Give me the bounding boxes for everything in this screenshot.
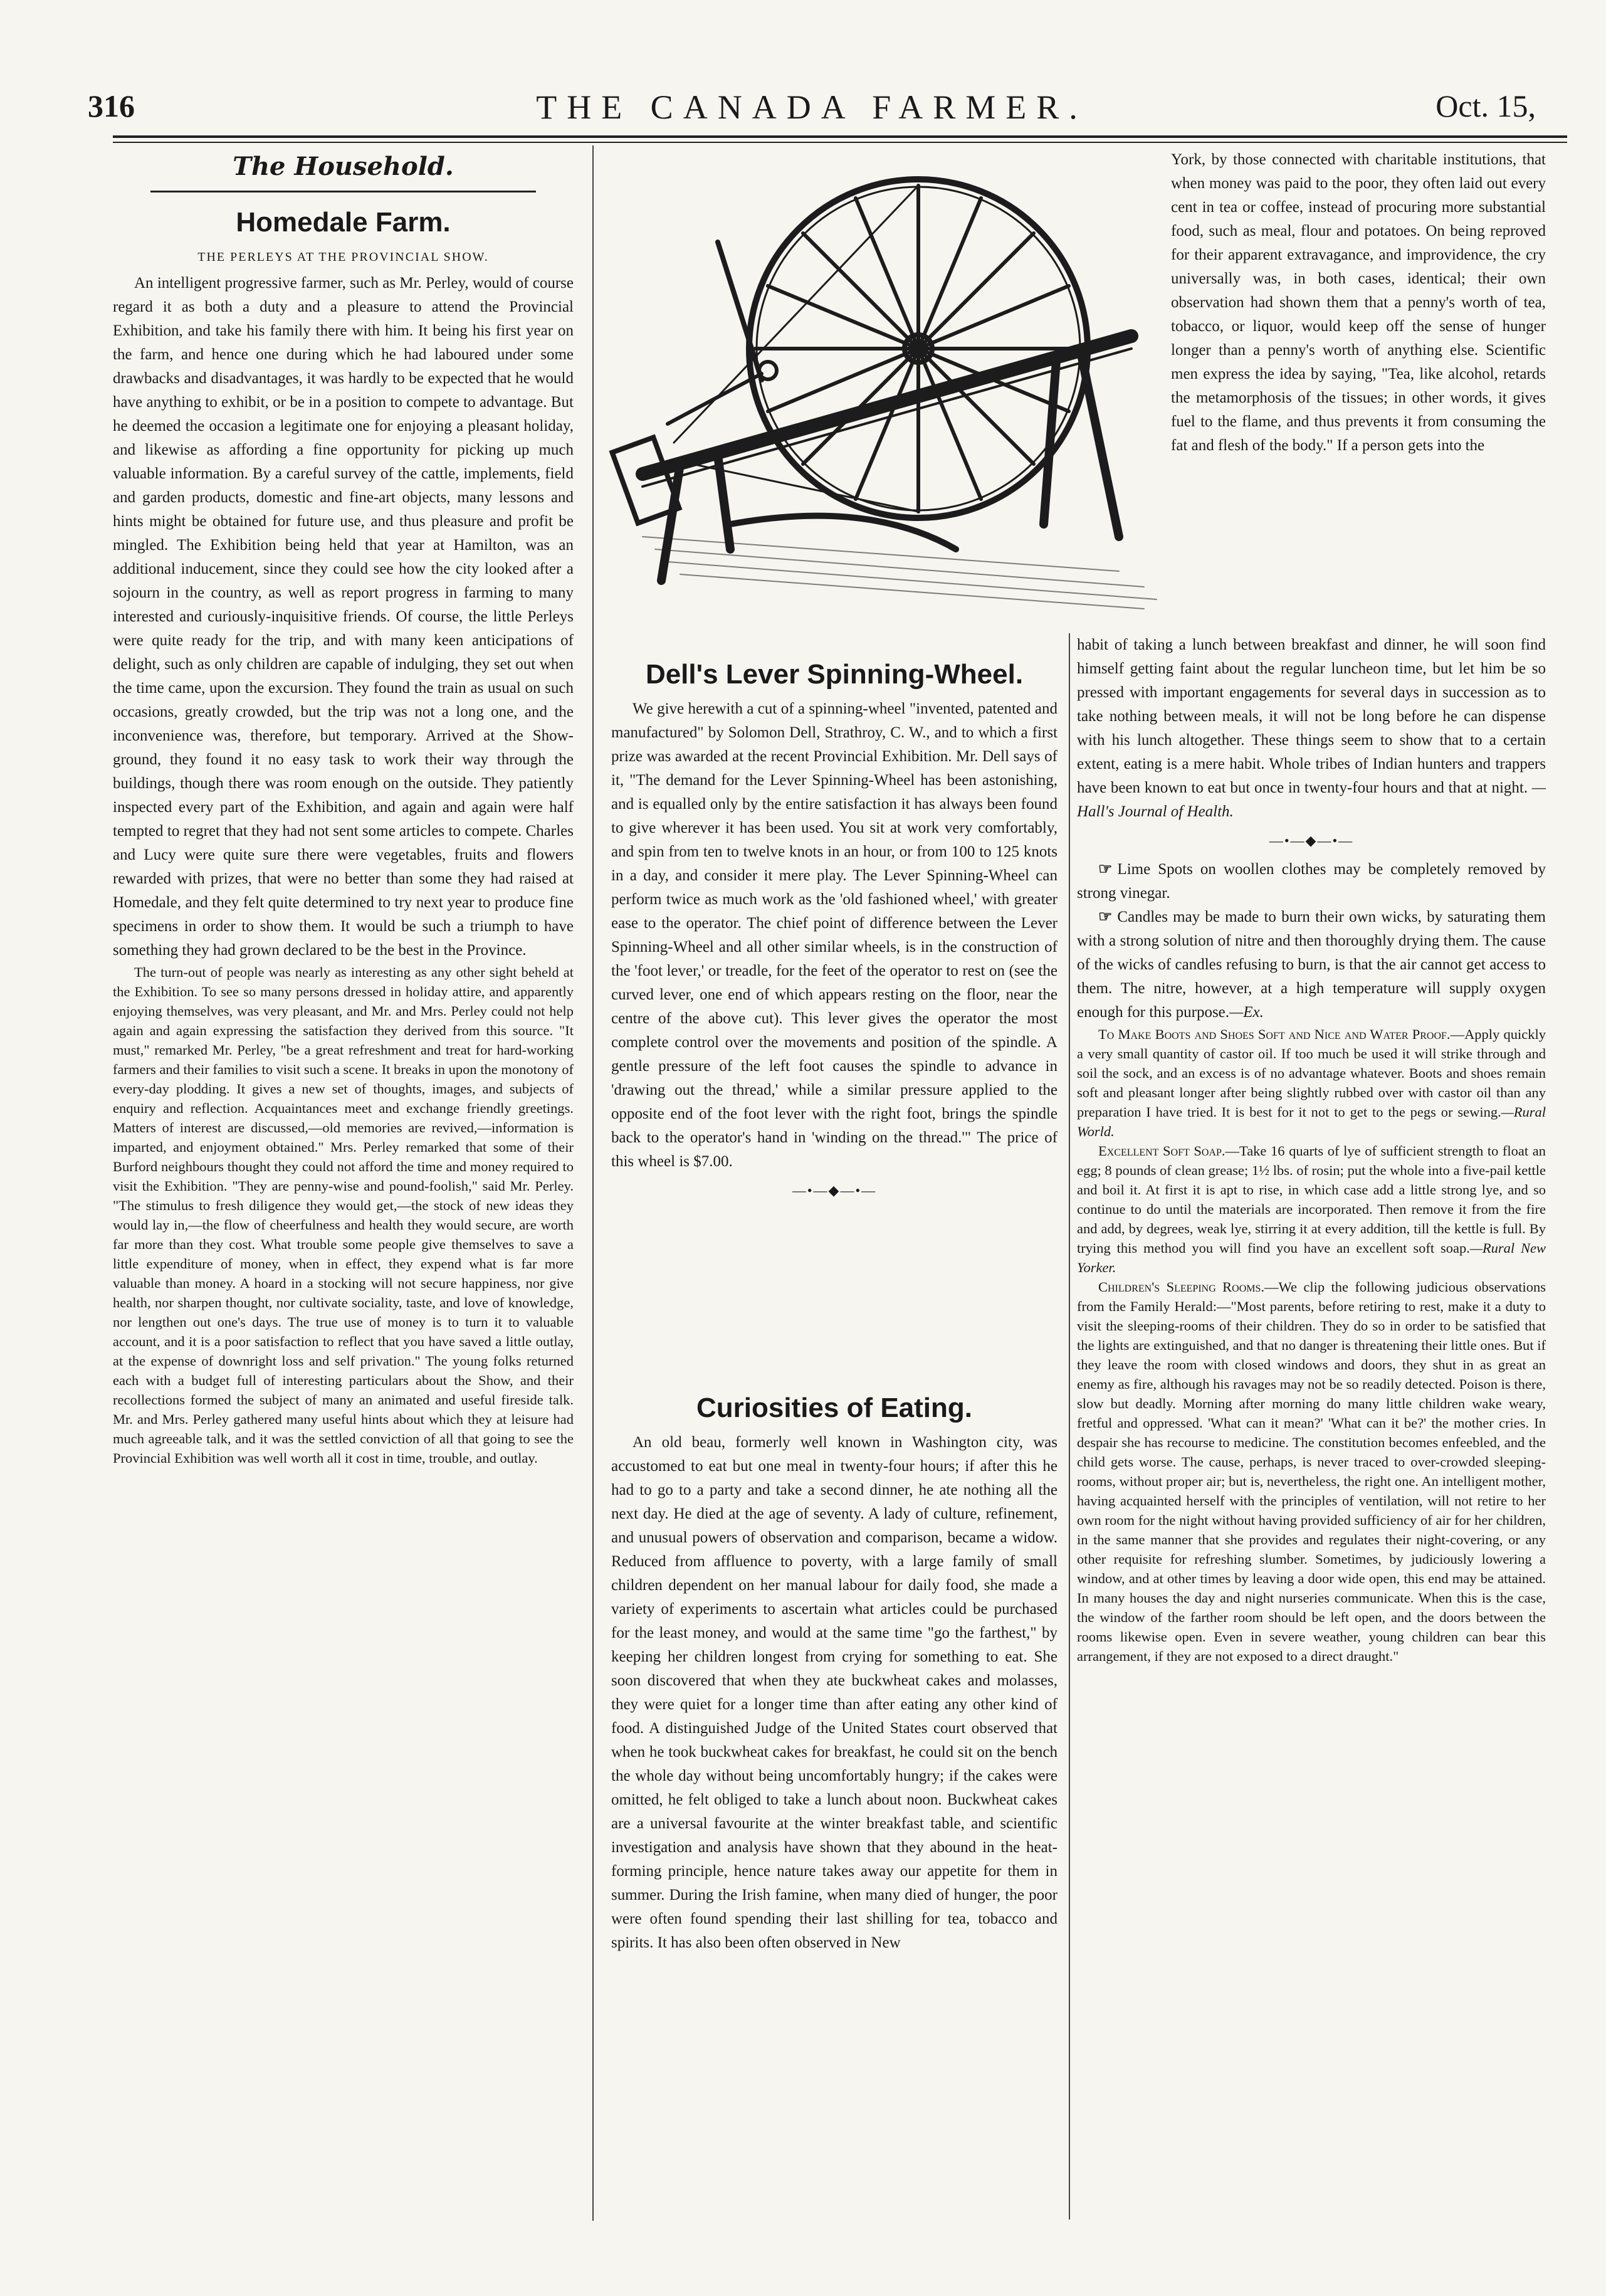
curiosities-body-c-text: habit of taking a lunch between breakfast and dinner, he will soon find himself getting faint about the regular luncheon time, but let him be so pressed with important engagements for several days in succession as to take nothing between meals, it will not be long before he can dispense with his lunch altogether. These things seem to show that to a certain extent, eating is a mere habit. Whole tribes of Indian hunters and trappers have been known to eat but once in twenty-four hours and that at night. [1077,636,1546,796]
masthead-rule [113,135,1567,138]
note-candles-text: Candles may be made to burn their own wicks, by saturating them with a strong solution of nitre and then thoroughly drying them. The cause of the wicks of candles refusing to burn, is that the air cannot get access to them. The nitre, however, at a high temperature will supply oxygen enough for this purpose. [1077,908,1546,1021]
household-column [113,148,574,1468]
note-candles [1077,905,1546,1024]
note-soap [1077,1141,1546,1277]
notes-column [1077,633,1546,1666]
curiosities-continued [1171,148,1546,458]
pointing-hand-icon: ☞ [1098,908,1113,925]
homedale-paragraph-1: An intelligent progressive farmer, such as Mr. Perley, would of course regard it as both a duty and a pleasure to attend the Provincial Exhibition, and take his family there with him. It being his first year on the farm, and hence one during which he had laboured under some drawbacks and disadvantages, it was hardly to be expected that he would have anything to exhibit, or be in a position to compete to advantage. But he deemed the occasion a legitimate one for enjoying a pleasant holiday, and likewise as affording a fine opportunity for picking up much valuable information. By a careful survey of the cattle, implements, field and garden products, domestic and fine-art objects, many lessons and hints might be obtained for future use, and thus pleasure and profit be mingled. The Exhibition being held that year at Hamilton, was an additional inducement, since they could see how the city looked after a sojourn in the country, as well as report progress in farming to many interested and curiously-inquisitive friends. Of course, the little Perleys were quite ready for the trip, and with many keen anticipations of delight, such as only children are capable of indulging, they set out when the time came, upon the excursion. They found the train as usual on such occasions, greatly crowded, but the trip was not a long one, and the inconvenience was, therefore, but temporary. Arrived at the Show-ground, they found it no easy task to work their way through the buildings, though there was room enough on the outside. They patiently inspected every part of the Exhibition, and again and again were half tempted to regret that they had not sent some articles to compete. Charles and Lucy were quite sure there were vegetables, fruits and flowers rewarded with prizes, that were no better than some they had raised at Homedale, and they felt quite determined to try next year to produce fine specimens in order to show them. It would be such a triumph to have something they had grown declared to be the best in the Province. [113,275,574,959]
note-lime [1077,858,1546,905]
dell-body: We give herewith a cut of a spinning-wheel "invented, patented and manufactured" by Solomon Dell, Strathroy, C. W., and to which a first prize was awarded at the recent Provincial Exhibition. Mr. Dell says of it, "The demand for the Lever Spinning-Wheel has been astonishing, and is equalled only by the entire satisfaction it has always been found to give wherever it has been used. You sit at work very comfortably, and spin from ten to twelve knots in an hour, or from 100 to 125 knots in a day, and consider it mere play. The Lever Spinning-Wheel can perform twice as much work as the 'old fashioned wheel,' with greater ease to the operator. The chief point of difference between the Lever Spinning-Wheel and all other similar wheels, is in the construction of the 'foot lever,' or treadle, for the feet of the operator to rest on (see the curved lever, one end of which appears resting on the floor, near the centre of the above cut). This lever gives the operator the most complete control over the movements and position of the spindle. A gentle pressure of the left foot causes the spindle to advance in 'drawing out the thread,' while a similar pressure applied to the opposite end of the foot lever with the right foot, brings the spindle back to the operator's hand in 'winding on the thread.'" The price of this wheel is $7.00. [611,700,1058,1170]
source-rural-new-yorker: —Rural New Yorker. [1077,1240,1546,1275]
note-boots-heading: To Make Boots and Shoes Soft and Nice and Water Proof. [1098,1026,1451,1042]
curiosities-body-c [1077,633,1546,824]
column-divider [1069,633,1070,2220]
ornament-divider: —•—◆—•— [792,1182,877,1198]
note-boots-text: —Apply quickly a very small quantity of castor oil. If too much be used it will strike through and soil the sock, and an excess is of no advantage whatever. Boots and shoes remain soft and pleasant longer after being slightly rubbed over with castor oil than any preparation I have tried. It is best for it not to get to the pegs or sewing. [1077,1026,1546,1120]
newspaper-title: THE CANADA FARMER. [536,88,1088,126]
column-divider [592,145,594,2221]
section-title: The Household. [233,152,454,181]
curiosities-body-a: An old beau, formerly well known in Washington city, was accustomed to eat but one meal in twenty-four hours; if after this he had to go to a party and take a second dinner, he ate nothing all the next day. He died at the age of seventy. A lady of culture, refinement, and unusual powers of observation and comparison, became a widow. Reduced from affluence to poverty, with a large family of small children dependent on her manual labour for daily food, she made a variety of experiments to ascertain what articles could be purchased for the least money, and would at the same time "go the farthest," by keeping her children longest from crying for something to eat. She soon discovered that when they ate buckwheat cakes and molasses, they were quiet for a longer time than after eating any other kind of food. A distinguished Judge of the United States court observed that when he took buckwheat cakes for breakfast, he could sit on the bench the whole day without being uncomfortably hungry; if the cakes were omitted, he felt obliged to take a lunch about noon. Buckwheat cakes are a universal favourite at the winter breakfast table, and scientific investigation and analysis have shown that they abound in the heat-forming principle, hence nature takes away our appetite for them in summer. During the Irish famine, when many died of hunger, the poor were often found spending their last shilling for tea, tobacco and spirits. It has also been often observed in New [611,1434,1058,1951]
note-soap-heading: Excellent Soft Soap. [1098,1143,1225,1159]
source-rural-world: —Rural World. [1077,1104,1546,1139]
issue-date: Oct. 15, [1435,88,1536,124]
article-title-curiosities: Curiosities of Eating. [696,1393,973,1423]
ornament-divider: —•—◆—•— [1269,833,1354,848]
article-subtitle: THE PERLEYS AT THE PROVINCIAL SHOW. [197,250,489,264]
masthead [88,88,1536,132]
note-children [1077,1277,1546,1666]
dell-article [611,652,1058,1208]
source-ex: —Ex. [1229,1004,1264,1021]
note-children-text: —We clip the following judicious observations from the Family Herald:—"Most parents, before retiring to rest, make it a duty to visit the sleeping-rooms of their children. They do so in order to be satisfied that the lights are extinguished, and that no danger is threatening their little ones. But if they leave the room with closed windows and doors, they shut in as great an enemy as fire, although his ravages may not be so readily detected. Poison is there, slow but deadly. Morning after morning do many little children wake weary, fretful and oppressed. 'What can it mean?' 'What can it be?' the mother cries. In despair she has recourse to medicine. The constitution becomes enfeebled, and the child gets worse. The cause, perhaps, is never traced to over-crowded sleeping-rooms, without proper air; but is, nevertheless, the right one. An intelligent mother, having acquainted herself with the principles of ventilation, will not retire to her own room for the night without having provided sufficiency of air for her children, in the same manner that she provides and regulates their night-covering, or any other requisite for refreshing slumber. Sometimes, by judiciously lowering a window, and at other times by leaving a door wide open, this end may be attained. In many houses the day and night nurseries communicate. When this is the case, the window of the farther room should be left open, and the doors between the rooms likewise open. Even in severe weather, young children can bear this arrangement, if they are not exposed to a direct draught." [1077,1279,1546,1664]
article-title-homedale: Homedale Farm. [236,207,451,238]
note-children-heading: Children's Sleeping Rooms. [1098,1279,1265,1295]
note-boots [1077,1024,1546,1141]
note-soap-text: —Take 16 quarts of lye of sufficient strength to float an egg; 8 pounds of clean grease; 1½ lbs. of rosin; put the whole into a five-pail kettle and boil it. At first it is apt to rise, in which case add a little strong lye, and so continue to do until the materials are incorporated. Then remove it from the fire and add, by degrees, weak lye, stirring it at every addition, till the kettle is full. By trying this method you will find you have an excellent soft soap. [1077,1143,1546,1256]
note-lime-text: Lime Spots on woollen clothes may be completely removed by strong vinegar. [1077,861,1546,902]
homedale-paragraph-2: The turn-out of people was nearly as interesting as any other sight beheld at the Exhibition. To see so many persons dressed in holiday attire, and apparently enjoying themselves, was very pleasant, and Mr. and Mrs. Perley could not help again and again expressing the satisfaction they derived from this source. "It must," remarked Mr. Perley, "be a great refreshment and treat for hard-working farmers and their families to visit such a scene. It breaks in upon the monotony of every-day plodding. It gives a new set of thoughts, images, and subjects of enquiry and reflection. Acquaintances meet and exchange friendly greetings. Matters of interest are discussed,—old memories are revived,—information is imparted, and enjoyment obtained." Mrs. Perley remarked that some of their Burford neighbours thought they could not afford the time and money required to visit the Exhibition. "They are penny-wise and pound-foolish," said Mr. Perley. "The stimulus to fresh diligence they would get,—the stock of new ideas they would lay in,—the flow of cheerfulness and health they would secure, are worth far more than they cost. What trouble some people give themselves to save a little expenditure of money, when in effect, they expend what is far more valuable than money. A hoard in a stocking will not secure happiness, nor give health, nor sharpen thought, nor cultivate sociality, taste, and love of knowledge, nor lengthen out one's days. The true use of money is to turn it to valuable account, and it is a poor satisfaction to reflect that you have saved a little outlay, at the expense of downright loss and self privation." The young folks returned each with a budget full of interesting particulars about the Show, and their recollections formed the subject of many an animated and useful fireside talk. Mr. and Mrs. Perley gathered many useful hints about which they at leisure had much agreeable talk, and it was the settled conviction of all that going to see the Provincial Exhibition was well worth all it cost in time, trouble, and outlay. [113,964,574,1466]
section-rule [150,191,536,192]
pointing-hand-icon: ☞ [1098,861,1113,878]
masthead-rule-thin [113,142,1567,143]
spinning-wheel-illustration [605,148,1163,624]
curiosities-article [611,1386,1058,1955]
curiosities-body-b: York, by those connected with charitable institutions, that when money was paid to the poor, they often laid out every cent in tea or coffee, instead of procuring more substantial food, such as meal, flour and potatoes. On being reproved for their apparent extravagance, and improvidence, the cry universally was, in both cases, identical; their own observation had shown them that a penny's worth of tea, tobacco, or liquor, would keep off the sense of hunger longer than a penny's worth of anything else. Scientific men express the idea by saying, "Tea, like alcohol, retards the metamorphosis of the tissues; in other words, it gives fuel to the flame, and thus prevents it from consuming the fat and flesh of the body." If a person gets into the [1171,151,1546,454]
page-number: 316 [88,88,135,124]
article-title-dell: Dell's Lever Spinning-Wheel. [645,659,1024,690]
source-hall: —Hall's Journal of Health. [1077,779,1546,820]
spinning-wheel-engraving-icon [605,148,1163,624]
